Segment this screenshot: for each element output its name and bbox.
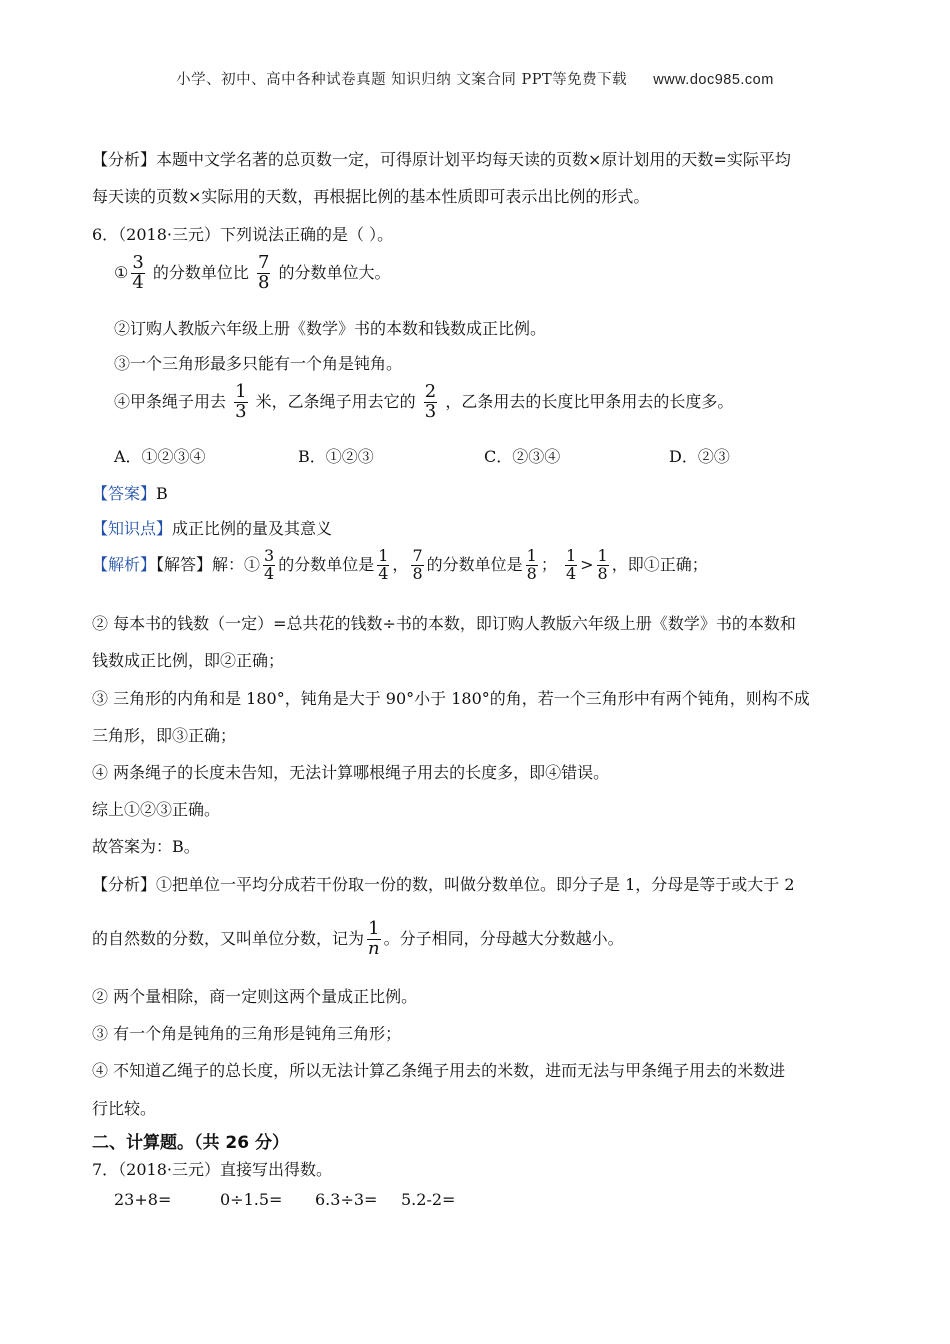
q6-option-d: D．②③ — [669, 447, 730, 466]
header-text: 小学、初中、高中各种试卷真题 知识归纳 文案合同 PPT等免费下载 — [176, 72, 628, 88]
s4-mid: 米，乙条绳子用去它的 — [255, 391, 416, 411]
solution-p3-line2: 三角形，即③正确； — [92, 726, 237, 745]
fraction — [526, 548, 538, 583]
answer-tag: 【答案】 — [92, 484, 157, 503]
frac-den: 8 — [597, 563, 608, 583]
solution-p3-line1: ③ 三角形的内角和是 180°，钝角是大于 90°小于 180°的角，若一个三角形中有两个钝角，则构不成 — [92, 689, 810, 708]
solution-text: 的分数单位是 — [426, 554, 523, 574]
frac-num: 7 — [258, 252, 270, 273]
solution-text: ； — [540, 554, 557, 574]
solution-tag: 【解析】 — [92, 554, 157, 574]
analysis2-text: 。分子相同，分母越大分数越小。 — [383, 928, 624, 948]
frac-den: 8 — [412, 563, 423, 583]
fraction — [565, 548, 577, 583]
calc-item: 5.2-2= — [401, 1190, 456, 1209]
calc-item: 6.3÷3= — [315, 1190, 378, 1209]
analysis-text: 本题中文学名著的总页数一定，可得原计划平均每天读的页数×原计划用的天数=实际平均 — [156, 150, 791, 169]
fraction — [377, 548, 389, 583]
solution-p4: ④ 两条绳子的长度未告知，无法计算哪根绳子用去的长度多，即④错误。 — [92, 763, 610, 782]
frac-num: 1 — [235, 381, 247, 402]
intro-analysis-line1 — [92, 147, 791, 170]
knowledge-tag: 【知识点】 — [92, 519, 173, 538]
analysis2-text: ①把单位一平均分成若干份取一份的数，叫做分数单位。即分子是 1，分母是等于或大于 2 — [156, 875, 795, 894]
page-header — [0, 68, 950, 89]
knowledge-line — [92, 516, 332, 539]
fraction — [411, 548, 423, 583]
q6-statement-4 — [114, 383, 733, 422]
analysis-tag: 【分析】 — [92, 150, 157, 169]
calc-item: 23+8= — [114, 1190, 172, 1209]
fraction — [131, 254, 144, 293]
analysis2-p4-line1: ④ 不知道乙绳子的总长度，所以无法计算乙条绳子用去的米数，进而无法与甲条绳子用去的米数进 — [92, 1061, 786, 1080]
s4-prefix: ④甲条绳子用去 — [114, 391, 227, 411]
frac-den: 3 — [235, 400, 247, 422]
solution-p2-line1: ② 每本书的钱数（一定）=总共花的钱数÷书的本数，即订购人教版六年级上册《数学》书的本数和 — [92, 614, 796, 633]
frac-num: 1 — [565, 546, 577, 565]
solution-tag2: 【解答】解：① — [156, 554, 261, 574]
frac-num: 1 — [378, 546, 389, 565]
fraction — [257, 254, 270, 293]
solution-summary: 综上①②③正确。 — [92, 800, 221, 819]
header-site: www.doc985.com — [653, 72, 774, 88]
frac-num: 3 — [264, 546, 275, 565]
s1-mid: 的分数单位比 — [152, 262, 249, 282]
analysis2-line2 — [92, 920, 624, 959]
section-title: 二、计算题。（共 26 分） — [92, 1133, 289, 1153]
analysis2-p3: ③ 有一个角是钝角的三角形是钝角三角形； — [92, 1024, 402, 1043]
frac-den: 8 — [258, 271, 270, 293]
frac-den: 4 — [378, 563, 389, 583]
knowledge-value: 成正比例的量及其意义 — [172, 519, 333, 538]
fraction — [597, 548, 609, 583]
q6-statement-3: ③一个三角形最多只能有一个角是钝角。 — [114, 354, 403, 373]
s1-suffix: 的分数单位大。 — [278, 262, 391, 282]
solution-text: 的分数单位是 — [278, 554, 375, 574]
frac-den: 3 — [424, 400, 437, 422]
q6-option-b: B．①②③ — [298, 447, 374, 466]
frac-num: 1 — [368, 918, 380, 939]
frac-den: 4 — [132, 271, 144, 293]
q6-statement-2: ②订购人教版六年级上册《数学》书的本数和钱数成正比例。 — [114, 319, 547, 338]
frac-den: 4 — [264, 563, 275, 583]
fraction — [367, 920, 381, 959]
calc-item: 0÷1.5= — [220, 1190, 283, 1209]
frac-num: 1 — [526, 546, 537, 565]
answer-line — [92, 481, 168, 504]
q6-option-a: A．①②③④ — [114, 447, 206, 466]
solution-final: 故答案为：B。 — [92, 837, 200, 856]
analysis2-p4-line2: 行比较。 — [92, 1099, 157, 1118]
analysis2-line1 — [92, 872, 795, 895]
s1-prefix: ① — [114, 262, 129, 282]
intro-analysis-line2: 每天读的页数×实际用的天数，再根据比例的基本性质即可表示出比例的形式。 — [92, 187, 650, 206]
analysis2-text: 的自然数的分数，又叫单位分数，记为 — [92, 928, 365, 948]
fraction — [424, 383, 437, 422]
analysis2-tag: 【分析】 — [92, 875, 157, 894]
solution-text: ，即①正确； — [611, 554, 708, 574]
frac-num: 2 — [424, 381, 437, 402]
greater-than-sign: > — [580, 554, 594, 574]
fraction — [234, 383, 247, 422]
frac-den: 4 — [565, 563, 577, 583]
q6-statement-1 — [114, 254, 391, 293]
answer-value: B — [156, 484, 168, 503]
frac-den: n — [368, 937, 380, 959]
frac-den: 8 — [526, 563, 537, 583]
q6-stem: 6．（2018·三元）下列说法正确的是（ ）。 — [92, 225, 394, 244]
frac-num: 7 — [412, 546, 423, 565]
q6-option-c: C．②③④ — [484, 447, 561, 466]
solution-line1 — [92, 548, 708, 583]
solution-text: ， — [392, 554, 409, 574]
frac-num: 3 — [132, 252, 144, 273]
q7-stem: 7．（2018·三元）直接写出得数。 — [92, 1160, 332, 1179]
fraction — [263, 548, 275, 583]
frac-num: 1 — [597, 546, 608, 565]
s4-suffix: ，乙条用去的长度比甲条用去的长度多。 — [445, 391, 734, 411]
analysis2-p2: ② 两个量相除，商一定则这两个量成正比例。 — [92, 987, 418, 1006]
solution-p2-line2: 钱数成正比例，即②正确； — [92, 651, 285, 670]
